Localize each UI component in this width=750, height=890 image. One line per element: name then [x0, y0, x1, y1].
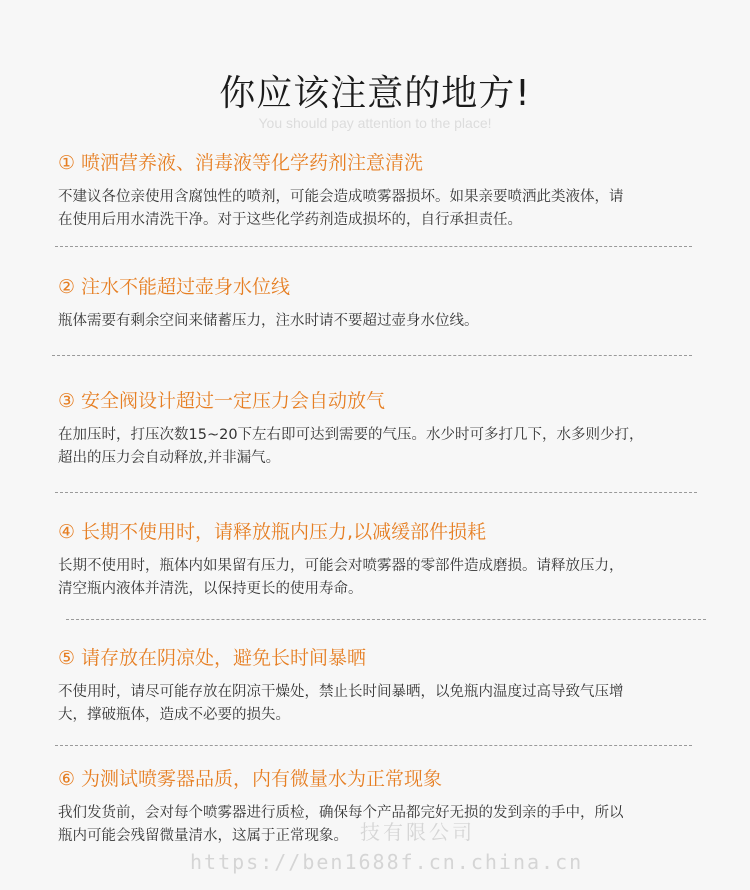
notice-section-6: [58, 766, 708, 848]
company-watermark: 技有限公司: [360, 820, 475, 844]
section-body-line: 不使用时，请尽可能存放在阴凉干燥处，禁止长时间暴晒，以免瓶内温度过高导致气压增: [58, 684, 624, 700]
section-body-line: 在使用后用水清洗干净。对于这些化学药剂造成损坏的，自行承担责任。: [58, 212, 522, 228]
section-body-line: 超出的压力会自动释放,并非漏气。: [58, 450, 281, 466]
section-heading-text: 注水不能超过壶身水位线: [81, 276, 291, 298]
section-heading-text: 请存放在阴凉处，避免长时间暴晒: [81, 647, 367, 669]
dashed-divider: [55, 745, 692, 746]
section-body-line: 不建议各位亲使用含腐蚀性的喷剂，可能会造成喷雾器损坏。如果亲要喷洒此类液体，请: [58, 189, 624, 205]
section-heading: [58, 519, 708, 545]
section-body: [58, 424, 708, 470]
section-body: [58, 555, 708, 601]
section-body: [58, 802, 708, 848]
section-heading: [58, 645, 708, 671]
dashed-divider: [66, 619, 706, 620]
section-number: ⑥: [58, 768, 76, 790]
section-heading-text: 安全阀设计超过一定压力会自动放气: [81, 390, 386, 412]
section-body-line: 在加压时，打压次数15~20下左右即可达到需要的气压。水少时可多打几下，水多则少打，: [58, 427, 644, 443]
section-heading: [58, 766, 708, 792]
notice-section-2: [58, 274, 708, 333]
section-body-line: 清空瓶内液体并清洗，以保持更长的使用寿命。: [58, 581, 363, 597]
notice-section-5: [58, 645, 708, 727]
url-watermark: https://ben1688f.cn.china.cn: [190, 850, 584, 874]
section-number: ⑤: [58, 647, 76, 669]
section-number: ③: [58, 390, 76, 412]
section-number: ②: [58, 276, 76, 298]
section-body-line: 我们发货前，会对每个喷雾器进行质检，确保每个产品都完好无损的发到亲的手中，所以: [58, 805, 624, 821]
dashed-divider: [52, 355, 692, 356]
dashed-divider: [55, 492, 697, 493]
notice-section-1: [58, 150, 708, 232]
section-heading: [58, 150, 708, 176]
section-body: [58, 186, 708, 232]
dashed-divider: [55, 246, 692, 247]
section-heading: [58, 274, 708, 300]
section-body-line: 大，撑破瓶体，造成不必要的损失。: [58, 707, 290, 723]
section-heading-text: 喷洒营养液、消毒液等化学药剂注意清洗: [81, 152, 424, 174]
section-body: [58, 310, 708, 333]
page-title: 你应该注意的地方!: [219, 73, 531, 114]
notice-section-4: [58, 519, 708, 601]
section-number: ④: [58, 521, 76, 543]
notice-section-3: [58, 388, 708, 470]
page-subtitle: You should pay attention to the place!: [258, 115, 492, 131]
section-heading: [58, 388, 708, 414]
section-body-line: 长期不使用时，瓶体内如果留有压力，可能会对喷雾器的零部件造成磨损。请释放压力，: [58, 558, 624, 574]
section-heading-text: 长期不使用时，请释放瓶内压力,以减缓部件损耗: [81, 521, 487, 543]
section-body: [58, 681, 708, 727]
section-heading-text: 为测试喷雾器品质，内有微量水为正常现象: [81, 768, 443, 790]
section-body-line: 瓶内可能会残留微量清水，这属于正常现象。: [58, 828, 348, 844]
section-body-line: 瓶体需要有剩余空间来储蓄压力，注水时请不要超过壶身水位线。: [58, 313, 479, 329]
section-number: ①: [58, 152, 76, 174]
